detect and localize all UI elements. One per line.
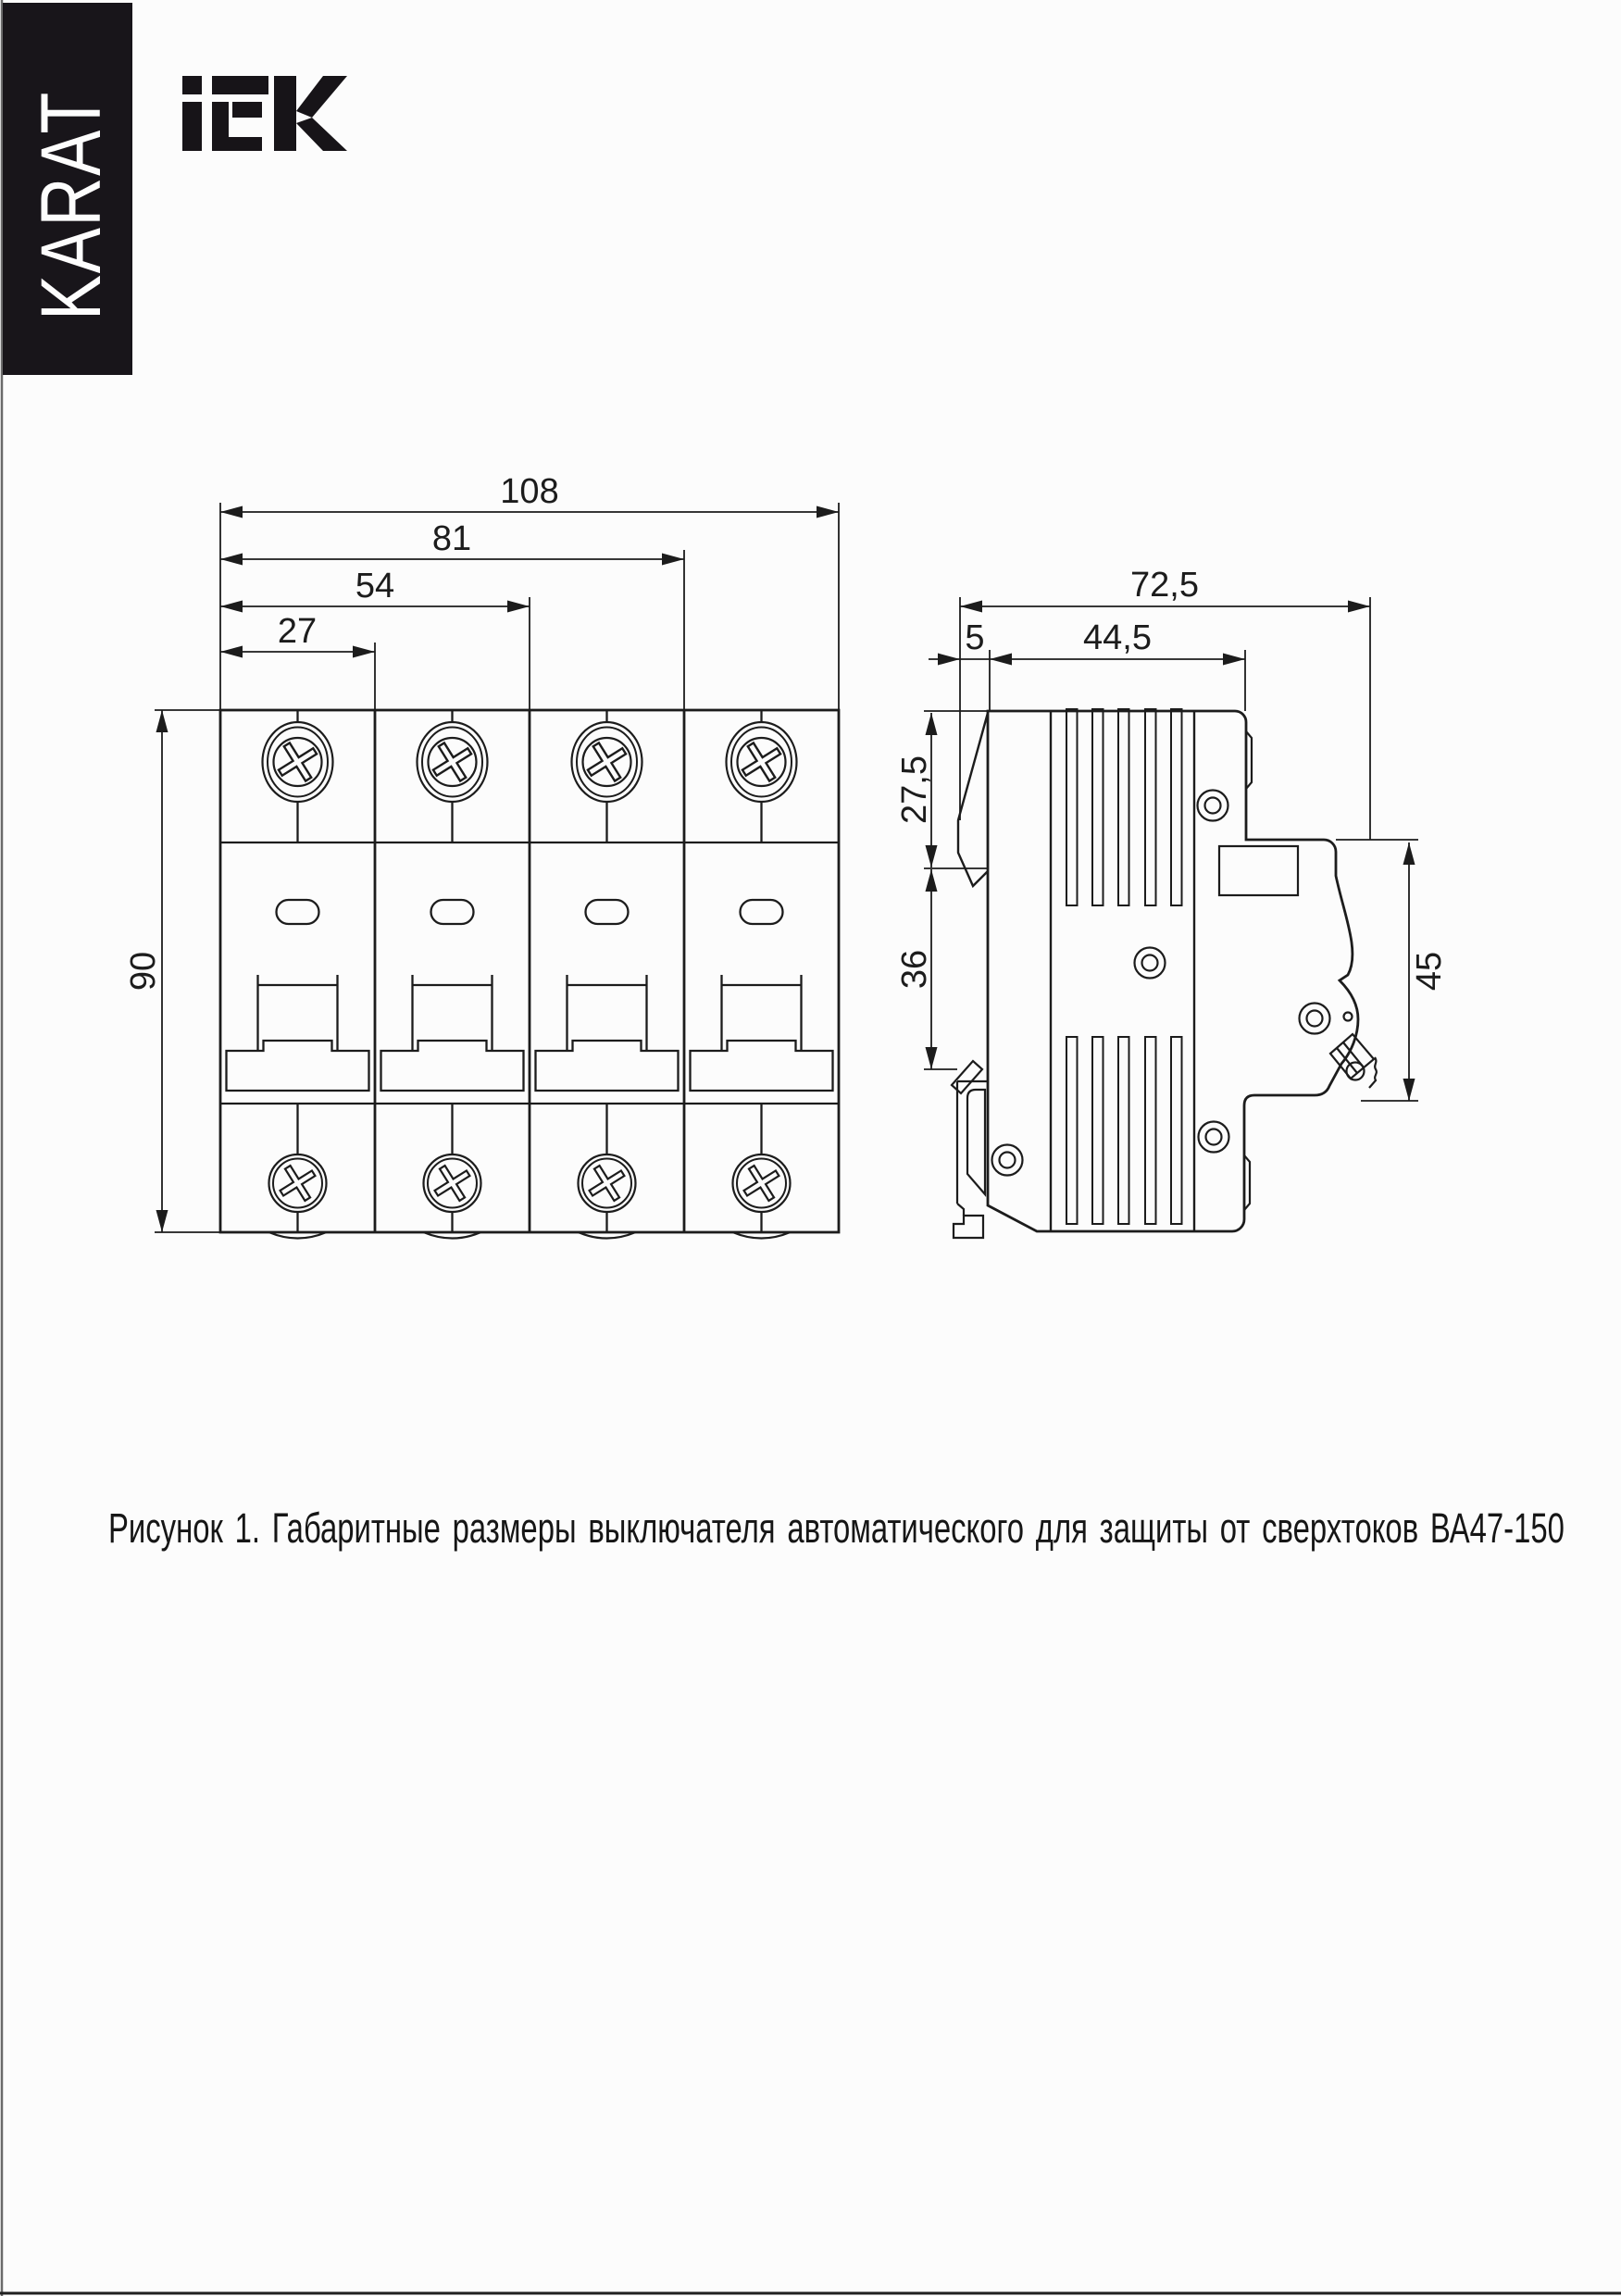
figure-caption xyxy=(108,1505,1565,1552)
dim-label-two-poles: 54 xyxy=(355,567,395,605)
lever-pivot-boss xyxy=(1300,1004,1330,1034)
iek-logo-e-top xyxy=(212,76,268,94)
dim-label-middle-height: 36 xyxy=(895,949,934,990)
dim-label-height: 90 xyxy=(124,951,163,992)
iek-logo-e-middle xyxy=(232,102,262,118)
dim-label-three-poles: 81 xyxy=(431,519,472,558)
karat-label: KARAT xyxy=(24,33,118,320)
dim-label-upper-height: 27,5 xyxy=(895,755,934,824)
rivet-boss xyxy=(1135,948,1166,979)
rivet-boss xyxy=(992,1145,1023,1176)
dim-label-one-pole: 27 xyxy=(277,612,318,651)
dim-label-front-height: 45 xyxy=(1410,951,1449,992)
dim-label-rail-hook-offset: 5 xyxy=(965,618,985,657)
figure-caption-text: Рисунок 1. Габаритные размеры выключателя автоматического для защиты от сверхтоков ВА47-150 xyxy=(108,1505,1565,1553)
dim-label-total-width: 108 xyxy=(500,472,559,511)
rivet-boss xyxy=(1199,1122,1229,1153)
iek-logo-e-bottom xyxy=(212,137,262,151)
dim-label-body-depth: 44,5 xyxy=(1083,618,1152,657)
iek-logo-i-stem xyxy=(182,102,202,151)
dim-label-total-depth: 72,5 xyxy=(1130,566,1199,605)
rivet-boss xyxy=(1198,791,1228,821)
karat-banner xyxy=(3,3,132,375)
iek-logo-k-column xyxy=(274,76,296,151)
iek-logo-i-dot xyxy=(182,76,202,94)
